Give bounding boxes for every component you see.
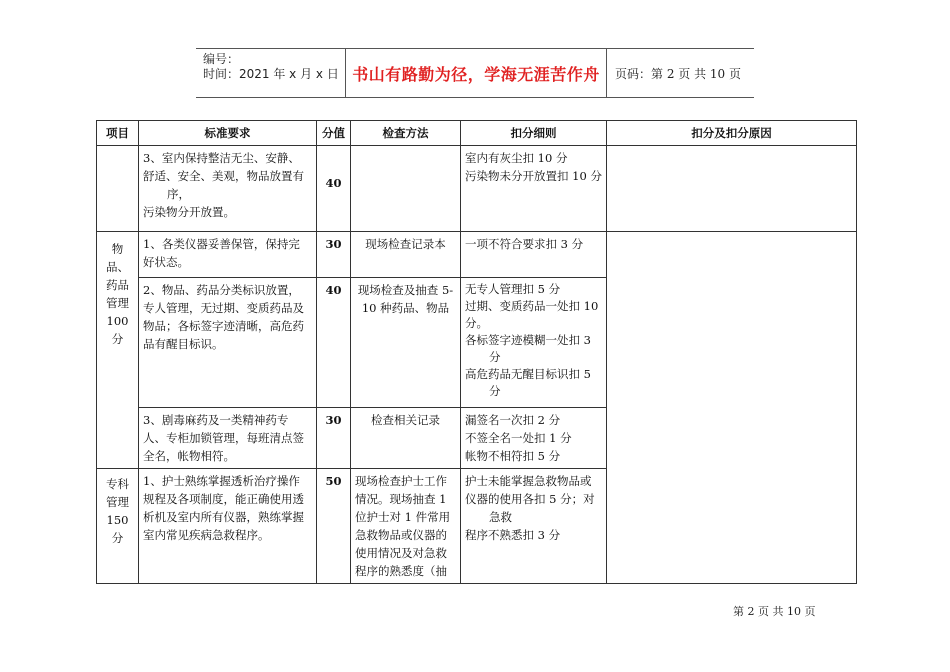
score-cell: 40 — [317, 278, 351, 408]
method-cell — [351, 146, 461, 232]
page-footer: 第 2 页 共 10 页 — [733, 605, 816, 618]
deduction-cell — [607, 232, 857, 584]
header-motto: 书山有路勤为径，学海无涯苦作舟 — [345, 49, 607, 97]
table-header-row — [97, 121, 857, 146]
detail-cell: 室内有灰尘扣 10 分 污染物未分开放置扣 10 分 — [461, 146, 607, 232]
detail-cell: 一项不符合要求扣 3 分 — [461, 232, 607, 278]
method-cell: 检查相关记录 — [351, 408, 461, 469]
scoring-table — [96, 120, 857, 584]
page-header — [196, 48, 754, 98]
detail-cell: 漏签名一次扣 2 分 不签全名一处扣 1 分 帐物不相符扣 5 分 — [461, 408, 607, 469]
header-method: 检查方法 — [351, 121, 461, 146]
detail-cell: 护士未能掌握急救物品或 仪器的使用各扣 5 分；对 急救 程序不熟悉扣 3 分 — [461, 469, 607, 584]
method-cell: 现场检查及抽查 5- 10 种药品、物品 — [351, 278, 461, 408]
score-cell: 50 — [317, 469, 351, 584]
number-label: 编号： — [203, 52, 240, 66]
score-cell: 30 — [317, 232, 351, 278]
standard-cell: 3、室内保持整洁无尘、安静、 舒适、安全、美观，物品放置有 序， 污染物分开放置。 — [139, 146, 317, 232]
detail-cell: 无专人管理扣 5 分 过期、变质药品一处扣 10 分。 各标签字迹模糊一处扣 3 分 高危药品无醒目标识扣 5 分 — [461, 278, 607, 408]
table-row — [97, 146, 857, 232]
standard-cell: 2、物品、药品分类标识放置， 专人管理，无过期、变质药品及 物品；各标签字迹清晰，高危药 品有醒目标识。 — [139, 278, 317, 408]
method-cell: 现场检查护士工作 情况。现场抽查 1 位护士对 1 件常用 急救物品或仪器的 使用情况及对急救 程序的熟悉度（抽 — [351, 469, 461, 584]
header-meta — [196, 49, 345, 97]
deduction-cell — [607, 146, 857, 232]
item-cell-specialty: 专科 管理 150 分 — [97, 469, 139, 584]
header-page-label: 页码：第 2 页 共 10 页 — [615, 66, 741, 81]
header-score: 分值 — [317, 121, 351, 146]
standard-cell: 3、剧毒麻药及一类精神药专 人、专柜加锁管理，每班清点签 全名，帐物相符。 — [139, 408, 317, 469]
standard-cell: 1、各类仪器妥善保管，保持完 好状态。 — [139, 232, 317, 278]
item-cell — [97, 146, 139, 232]
time-label: 时间：2021 年 x 月 x 日 — [203, 67, 339, 81]
method-cell: 现场检查记录本 — [351, 232, 461, 278]
header-standard: 标准要求 — [139, 121, 317, 146]
score-cell: 40 — [317, 146, 351, 232]
table-row — [97, 232, 857, 278]
header-deduction: 扣分及扣分原因 — [607, 121, 857, 146]
standard-cell: 1、护士熟练掌握透析治疗操作 规程及各项制度，能正确使用透 析机及室内所有仪器，熟练掌握 室内常见疾病急救程序。 — [139, 469, 317, 584]
item-cell-goods: 物 品、 药品 管理 100 分 — [97, 232, 139, 469]
header-detail: 扣分细则 — [461, 121, 607, 146]
score-cell: 30 — [317, 408, 351, 469]
header-item: 项目 — [97, 121, 139, 146]
